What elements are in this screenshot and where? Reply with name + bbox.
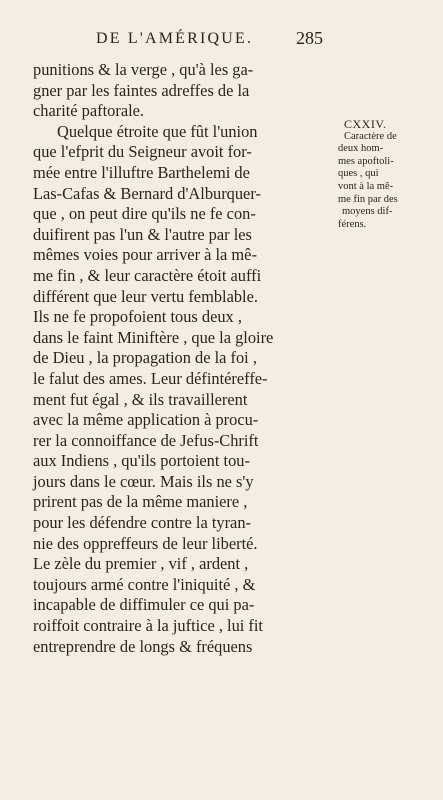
text-line: pour les défendre contre la tyran- — [33, 513, 251, 533]
text-line: mée entre l'illuftre Barthelemi de — [33, 162, 250, 182]
text-line: rer la connoiffance de Jefus-Chrift — [33, 430, 259, 450]
margin-note-numeral: CXXIV. — [344, 117, 387, 131]
margin-note-line: vont à la mê- — [338, 180, 394, 192]
text-line: dans le faint Miniftère , que la gloire — [33, 327, 274, 347]
text-line: toujours armé contre l'iniquité , & — [33, 574, 256, 594]
text-line: incapable de diffimuler ce qui pa- — [33, 595, 255, 615]
margin-note-line: mes apoftoli- — [338, 155, 394, 167]
text-line: jours dans le cœur. Mais ils ne s'y — [33, 471, 254, 491]
text-line: prirent pas de la même maniere , — [33, 492, 248, 512]
margin-note-line: ques , qui — [338, 168, 379, 180]
text-line: différent que leur vertu femblable. — [33, 286, 258, 306]
text-line: punitions & la verge , qu'à les ga- — [33, 60, 254, 79]
text-line: entreprendre de longs & fréquens — [33, 636, 253, 656]
text-line: duifirent pas l'un & l'autre par les — [33, 224, 252, 244]
margin-note-line: Caractère de — [344, 130, 397, 142]
text-line: de Dieu , la propagation de la foi , — [33, 348, 257, 368]
paragraph-first-line: Quelque étroite que fût l'union — [57, 121, 258, 141]
text-line: gner par les faintes adreffes de la — [33, 80, 250, 100]
text-line: aux Indiens , qu'ils portoient tou- — [33, 451, 250, 471]
text-line: Le zèle du premier , vif , ardent , — [33, 554, 249, 574]
text-line: charité paftorale. — [33, 101, 145, 121]
text-line: avec la même application à procu- — [33, 410, 259, 430]
text-line: me fin , & leur caractère étoit auffi — [33, 265, 262, 285]
text-line: le falut des ames. Leur défintéreffe- — [33, 368, 268, 388]
text-line: que l'efprit du Seigneur avoit for- — [33, 142, 252, 162]
text-line: que , on peut dire qu'ils ne fe con- — [33, 204, 256, 224]
margin-note-line: me fin par des — [338, 193, 398, 205]
text-line: Las-Cafas & Bernard d'Alburquer- — [33, 183, 261, 203]
text-line: mêmes voies pour arriver à la mê- — [33, 245, 257, 265]
margin-note-line: deux hom- — [338, 143, 384, 155]
text-line: Ils ne fe propofoient tous deux , — [33, 307, 242, 327]
running-head: DE L'AMÉRIQUE. — [96, 30, 254, 47]
page-number: 285 — [296, 28, 323, 48]
body-text — [33, 60, 333, 657]
text-line: ment fut égal , & ils travaillerent — [33, 389, 248, 409]
margin-note-line: moyens dif- — [342, 206, 393, 218]
text-line: nie des oppreffeurs de leur liberté. — [33, 533, 258, 553]
text-line: roiffoit contraire à la juftice , lui fit — [33, 616, 263, 636]
margin-note — [338, 118, 418, 231]
margin-note-line: férens. — [338, 218, 367, 230]
